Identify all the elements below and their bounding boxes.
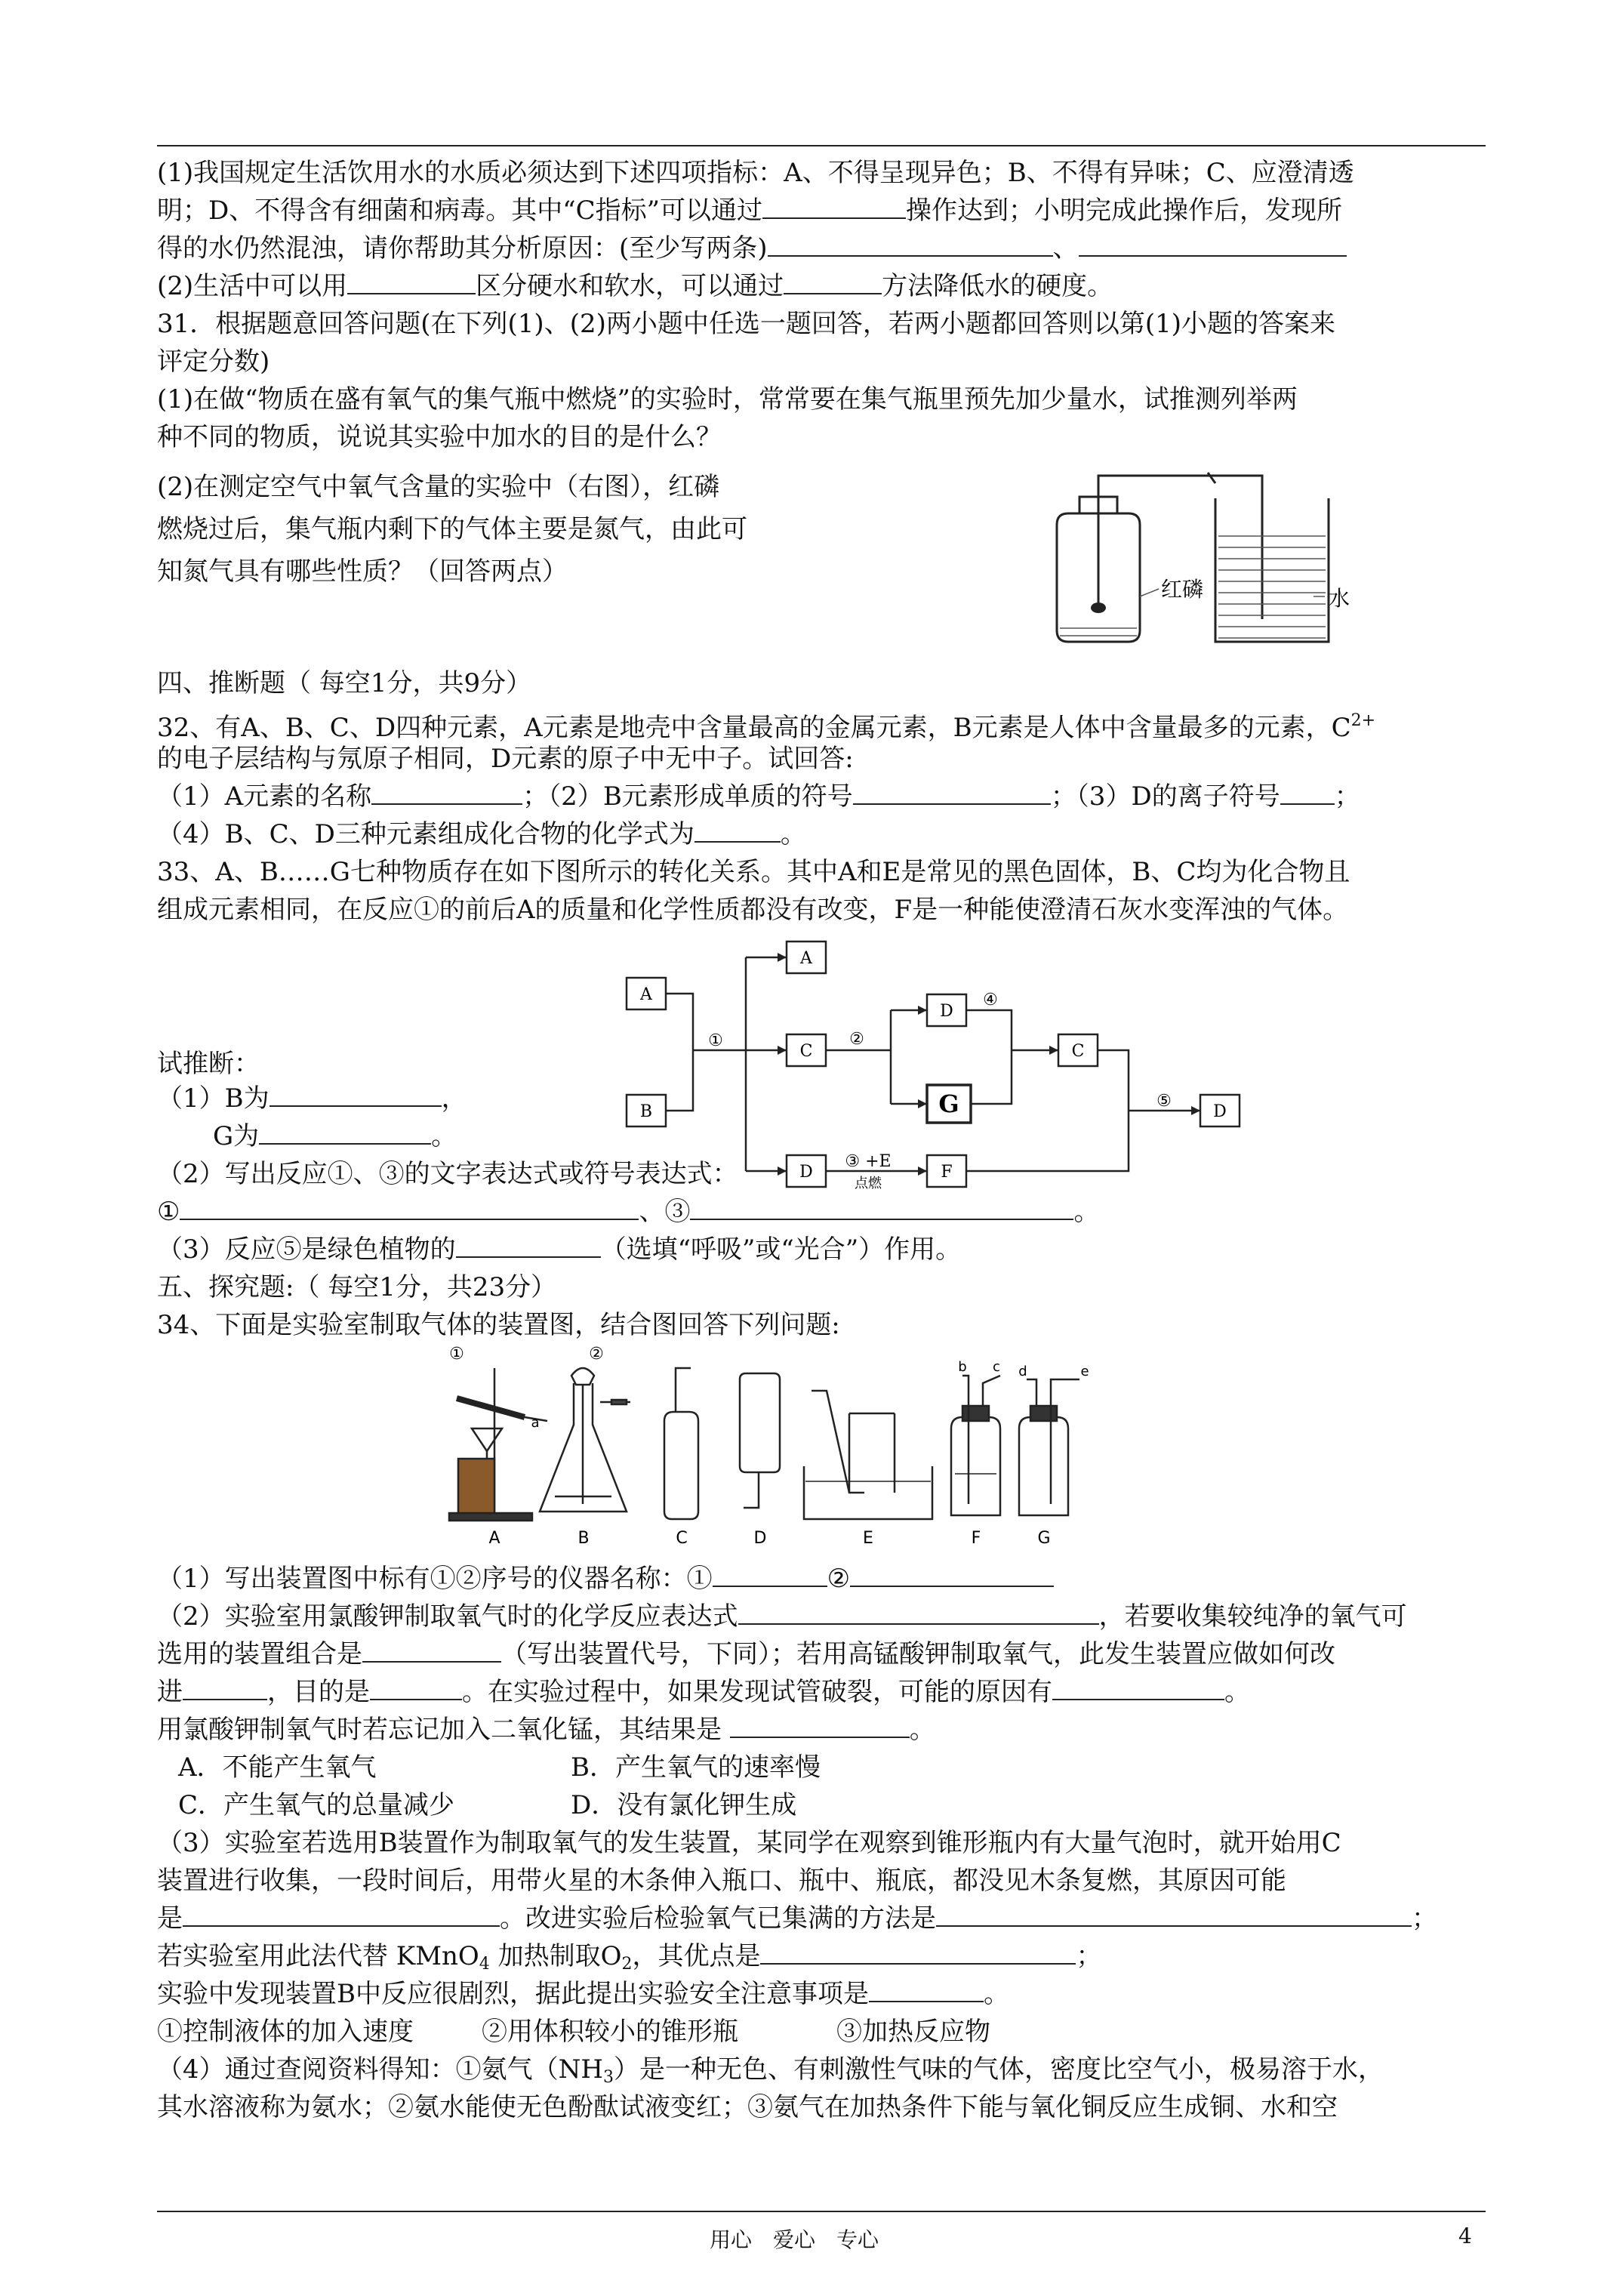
answer-blank[interactable]: [690, 1193, 1073, 1220]
answer-blank[interactable]: [1079, 230, 1347, 257]
question-33: 33、A、B……G七种物质存在如下图所示的转化关系。其中A和E是常见的黑色固体，B、C均为化合物且: [157, 857, 1350, 887]
text-line: （2）写出反应①、③的文字表达式或符号表达式：: [157, 1159, 738, 1189]
section-4-title: 四、推断题（ 每空1分，共9分）: [157, 668, 532, 698]
answer-blank[interactable]: [269, 1080, 442, 1107]
answer-blank[interactable]: [1280, 778, 1335, 805]
text-line: 用氯酸钾制氧气时若忘记加入二氧化锰，其结果是 。: [157, 1711, 1486, 1749]
text-line: （2）实验室用氯酸钾制取氧气时的化学反应表达式 ，若要收集较纯净的氧气可: [157, 1598, 1486, 1635]
text-line: （1）B为 ，: [157, 1080, 1486, 1117]
node-a-product: A: [800, 949, 812, 968]
footer-motto: 用心 爱心 专心: [710, 2227, 879, 2252]
node-a: A: [640, 985, 652, 1004]
option-line: C．产生氧气的总量减少 D．没有氯化钾生成: [178, 1790, 797, 1820]
node-c-right: C: [1071, 1042, 1085, 1061]
node-c: C: [799, 1042, 813, 1061]
text-line: （4）B、C、D三种元素组成化合物的化学式为 。: [157, 815, 1486, 853]
apparatus-a-label: A: [488, 1529, 500, 1548]
text-line: （1）A元素的名称 ；（2）B元素形成单质的符号 ；（3）D的离子符号 ；: [157, 778, 1486, 815]
answer-blank[interactable]: [784, 267, 882, 294]
text-line: 知氮气具有哪些性质？（回答两点）: [157, 556, 568, 587]
answer-blank[interactable]: [850, 1560, 1054, 1587]
answer-blank[interactable]: [738, 1598, 1099, 1625]
page-number: 4: [1458, 2224, 1472, 2248]
answer-blank[interactable]: [1052, 1673, 1224, 1700]
answer-blank[interactable]: [936, 1900, 1412, 1927]
node-g: G: [938, 1089, 959, 1118]
text-line: 实验中发现装置B中反应很剧烈，据此提出实验安全注意事项是 。: [157, 1975, 1486, 2013]
question-31: 31．根据题意回答问题(在下列(1)、(2)两小题中任选一题回答，若两小题都回答则以第(1)小题的答案来: [157, 309, 1336, 339]
answer-blank[interactable]: [371, 778, 522, 805]
answer-blank[interactable]: [259, 1117, 431, 1145]
answer-blank[interactable]: [853, 778, 1051, 805]
answer-blank[interactable]: [183, 1673, 267, 1700]
port-d-label: d: [1018, 1364, 1027, 1379]
text-line: ① 、③ 。: [157, 1193, 1486, 1231]
port-a-label: a: [531, 1415, 540, 1431]
gas-apparatus-figure: [442, 1345, 1136, 1549]
port-b-label: b: [958, 1359, 967, 1375]
node-d-final: D: [1213, 1102, 1227, 1121]
instrument-1-marker: ①: [449, 1345, 464, 1364]
text-line: 选用的装置组合是 （写出装置代号，下同）；若用高锰酸钾制取氧气，此发生装置应做如何改: [157, 1635, 1486, 1673]
apparatus-g-label: G: [1037, 1529, 1051, 1548]
question-34: 34、下面是实验室制取气体的装置图，结合图回答下列问题:: [157, 1310, 840, 1340]
text-line: 燃烧过后，集气瓶内剩下的气体主要是氮气，由此可: [157, 514, 747, 544]
text-line: 的电子层结构与氖原子相同，D元素的原子中无中子。试回答:: [157, 744, 854, 774]
text-line: 评定分数): [157, 347, 270, 377]
text-line: G为 。: [213, 1117, 1541, 1155]
option-line: A．不能产生氧气 B．产生氧气的速率慢: [178, 1752, 821, 1783]
reaction-4-label: ④: [983, 991, 998, 1009]
answer-blank[interactable]: [370, 1673, 462, 1700]
port-e-label: e: [1080, 1364, 1089, 1379]
instrument-2-marker: ②: [589, 1345, 604, 1364]
text-line: 其水溶液称为氨水；②氨水能使无色酚酞试液变红；③氨气在加热条件下能与氧化铜反应生成铜、水和空: [157, 2092, 1338, 2122]
water-label: 水: [1329, 586, 1350, 611]
answer-blank[interactable]: [730, 1711, 910, 1738]
node-d-upper: D: [940, 1002, 953, 1021]
text-line: 若实验室用此法代替 KMnO$_4$ 加热制取$O_2$，其优点是 ；: [157, 1937, 1486, 1983]
port-c-label: c: [993, 1359, 1000, 1375]
footer-rule: [157, 2211, 1486, 2212]
text-line: 种不同的物质，说说其实验中加水的目的是什么？: [157, 422, 722, 452]
answer-blank[interactable]: [362, 1635, 501, 1663]
answer-blank[interactable]: [456, 1231, 601, 1258]
apparatus-d-label: D: [753, 1529, 767, 1548]
text-line: 明；D、不得含有细菌和病毒。其中“C指标”可以通过 操作达到；小明完成此操作后，发现所: [157, 192, 1486, 230]
apparatus-f-label: F: [971, 1529, 981, 1548]
reaction-2-label: ②: [849, 1030, 864, 1049]
phosphorus-oxygen-apparatus-figure: [1027, 453, 1350, 649]
text-line: (1)我国规定生活饮用水的水质必须达到下述四项指标：A、不得呈现异色；B、不得有异味；C、应澄清透: [157, 158, 1354, 188]
apparatus-e-label: E: [863, 1529, 873, 1548]
text-line: 试推断：: [157, 1049, 260, 1079]
section-5-title: 五、探究题:（ 每空1分，共23分）: [157, 1272, 557, 1302]
reaction-3-label: ③ +E: [845, 1152, 892, 1171]
text-line: 得的水仍然混浊，请你帮助其分析原因：(至少写两条) 、: [157, 230, 1486, 267]
text-line: (2)在测定空气中氧气含量的实验中（右图），红磷: [157, 472, 720, 502]
answer-blank[interactable]: [869, 1975, 984, 2002]
option-line: ①控制液体的加入速度 ②用体积较小的锥形瓶 ③加热反应物: [157, 2017, 990, 2047]
text-line: （3）实验室若选用B装置作为制取氧气的发生装置，某同学在观察到锥形瓶内有大量气泡时，就开始用C: [157, 1828, 1341, 1858]
reaction-5-label: ⑤: [1156, 1092, 1172, 1111]
apparatus-c-label: C: [676, 1529, 688, 1548]
text-line: 进 ，目的是 。在实验过程中，如果发现试管破裂，可能的原因有 。: [157, 1673, 1486, 1711]
text-line: （4）通过查阅资料得知：①氨气$(NH_3)$是一种无色、有刺激性气味的气体，密度比空气小，极易溶于水，: [157, 2054, 1384, 2087]
answer-blank[interactable]: [762, 192, 906, 219]
node-d: D: [799, 1163, 813, 1182]
text-line: （3）反应⑤是绿色植物的 （选填“呼吸”或“光合”）作用。: [157, 1231, 1486, 1268]
node-f: F: [941, 1163, 953, 1182]
header-rule: [157, 145, 1486, 146]
text-line: (2)生活中可以用 区分硬水和软水，可以通过 方法降低水的硬度。: [157, 267, 1486, 305]
answer-blank[interactable]: [713, 1560, 827, 1587]
node-b: B: [639, 1102, 653, 1121]
answer-blank[interactable]: [694, 815, 781, 843]
answer-blank[interactable]: [183, 1900, 500, 1927]
text-line: 组成元素相同，在反应①的前后A的质量和化学性质都没有改变，F是一种能使澄清石灰水变浑浊的气体。: [157, 895, 1349, 925]
answer-blank[interactable]: [768, 230, 1053, 257]
question-32: 32、有A、B、C、D四种元素，A元素是地壳中含量最高的金属元素，B元素是人体中含量最多的元素，$C^{2+}$: [157, 711, 1376, 743]
apparatus-b-label: B: [577, 1529, 590, 1548]
text-line: （1）写出装置图中标有①②序号的仪器名称：① ②: [157, 1560, 1486, 1598]
text-line: (1)在做“物质在盛有氧气的集气瓶中燃烧”的实验时，常常要在集气瓶里预先加少量水，试推测列举两: [157, 384, 1298, 415]
reaction-1-label: ①: [708, 1031, 723, 1050]
text-line: 是 。改进实验后检验氧气已集满的方法是 ；: [157, 1900, 1486, 1937]
red-phosphorus-label: 红磷: [1161, 577, 1204, 602]
reaction-3-condition: 点燃: [855, 1176, 882, 1191]
answer-blank[interactable]: [180, 1193, 639, 1220]
answer-blank[interactable]: [347, 267, 476, 294]
answer-blank[interactable]: [760, 1937, 1076, 1965]
text-line: 装置进行收集，一段时间后，用带火星的木条伸入瓶口、瓶中、瓶底，都没见木条复燃，其原因可能: [157, 1866, 1286, 1896]
